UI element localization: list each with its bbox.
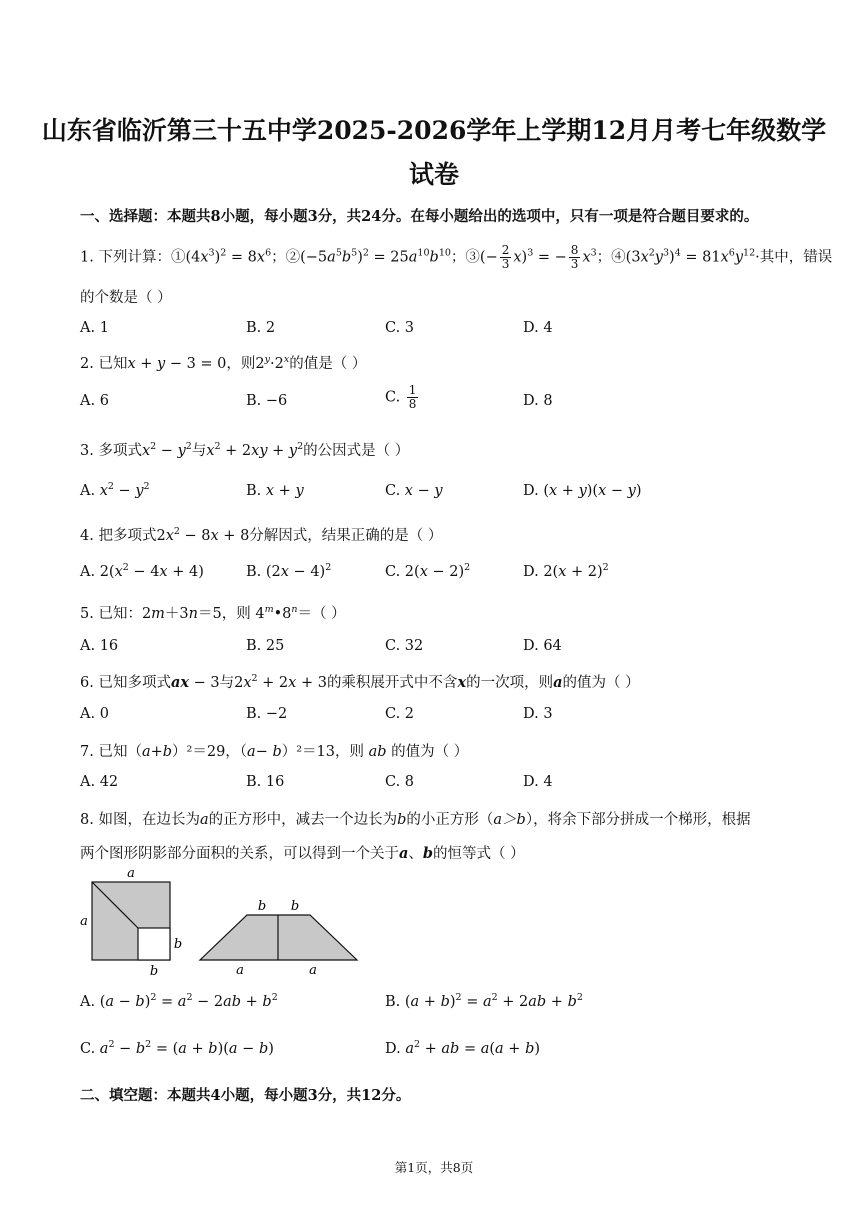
label-trap-bottom-left: a [236, 963, 244, 978]
question-3: 3. 多项式$x^2 - y^2$与$x^2 + 2xy + y^2$的公因式是（ ） [80, 441, 410, 459]
page-title-line2: 试卷 [408, 160, 459, 189]
section-choice-heading: 一、选择题：本题共8小题，每小题3分，共24分。在每小题给出的选项中，只有一项是符合题目要求的。 [80, 208, 759, 225]
section-fill-heading: 二、填空题：本题共4小题，每小题3分，共12分。 [80, 1087, 411, 1104]
q8-option-c[interactable]: C. $a^2 - b^2 = (a + b)(a - b)$ [80, 1039, 274, 1057]
q4-option-d[interactable]: D. $2(x + 2)^2$ [523, 562, 609, 580]
small-square-removed [138, 928, 170, 960]
q6-option-a[interactable]: A. 0 [80, 706, 109, 722]
q3-option-b[interactable]: B. x + y [246, 483, 304, 499]
q7-option-a[interactable]: A. 42 [80, 774, 119, 790]
q8-option-a[interactable]: A. $(a - b)^2 = a^2 - 2ab + b^2$ [80, 992, 278, 1010]
page-title: 山东省临沂第三十五中学2025-2026学年上学期12月月考七年级数学 [41, 116, 827, 145]
label-small-bottom: b [149, 964, 159, 979]
q2-option-d[interactable]: D. 8 [523, 393, 553, 409]
q7-option-c[interactable]: C. 8 [385, 774, 415, 790]
q3-option-a[interactable]: A. $x^2 - y^2$ [80, 481, 150, 499]
label-trap-bottom-right: a [309, 963, 317, 978]
q1-option-a[interactable]: A. 1 [80, 320, 109, 336]
question-8-line1: 8. 如图，在边长为a的正方形中，减去一个边长为b的小正方形（a＞b），将余下部分拼成一个梯形，根据 [80, 812, 751, 828]
label-square-top: a [127, 866, 135, 881]
q8-option-d[interactable]: D. $a^2$ + ab = a(a + b) [385, 1039, 541, 1057]
label-trap-top-left: b [257, 899, 267, 914]
q6-option-b[interactable]: B. −2 [246, 706, 288, 722]
q5-option-c[interactable]: C. 32 [385, 638, 424, 654]
q2-option-a[interactable]: A. 6 [80, 393, 109, 409]
q6-option-c[interactable]: C. 2 [385, 706, 415, 722]
question-4: 4. 把多项式$2x^2 - 8x + 8$分解因式，结果正确的是（ ） [80, 526, 443, 544]
q4-option-b[interactable]: B. $(2x - 4)^2$ [246, 562, 332, 580]
question-1-line1: 1. 下列计算：$①(4x^3)^2 = 8x^6$；$②(-5a^5b^5)^2 = 25a^{10}b^{10}$；③(− $\frac{2}{3}$ x)$^3$ = − $\frac{8}{3}$ $x^3$；$④(3x^2y^3)^4 = 81x^6y^{12}\cdot$其中，错误 [80, 243, 833, 271]
q8-figure [70, 862, 370, 982]
q8-option-b[interactable]: B. $(a + b)^2 = a^2 + 2ab + b^2$ [385, 992, 583, 1010]
q7-option-d[interactable]: D. 4 [523, 774, 553, 790]
q1-option-b[interactable]: B. 2 [246, 320, 276, 336]
label-square-left: a [80, 914, 88, 929]
label-trap-top-right: b [290, 899, 300, 914]
question-1-line2: 的个数是（ ） [80, 290, 172, 306]
q4-option-a[interactable]: A. $2(x^2 - 4x + 4)$ [80, 562, 204, 580]
q7-option-b[interactable]: B. 16 [246, 774, 285, 790]
q6-option-d[interactable]: D. 3 [523, 706, 553, 722]
q1-option-c[interactable]: C. 3 [385, 320, 415, 336]
label-small-right: b [173, 937, 183, 952]
q5-option-d[interactable]: D. 64 [523, 638, 562, 654]
q2-option-c[interactable]: C. $\frac{1}{8}$ [385, 383, 417, 411]
q1-option-d[interactable]: D. 4 [523, 320, 553, 336]
question-5: 5. 已知：2m＋3n＝5，则 $4^m•8^n=$（ ） [80, 604, 346, 622]
q3-option-d[interactable]: D. (x + y)(x − y) [523, 483, 642, 499]
question-6: 6. 已知多项式ax − 3与$2x^2 + 2x + 3$的乘积展开式中不含x的一次项，则a的值为（ ） [80, 673, 640, 691]
question-7: 7. 已知（a+b）²＝29，（a− b）²＝13，则 ab 的值为（ ） [80, 744, 469, 760]
q4-option-c[interactable]: C. $2(x - 2)^2$ [385, 562, 471, 580]
question-8-line2: 两个图形阴影部分面积的关系，可以得到一个关于a、b的恒等式（ ） [80, 845, 525, 862]
q3-option-c[interactable]: C. x − y [385, 483, 443, 499]
q2-option-b[interactable]: B. −6 [246, 393, 288, 409]
page-footer: 第1页，共8页 [394, 1160, 474, 1175]
question-2: 2. 已知x + y − 3 = 0，则$2^y\cdot 2^x$的值是（ ） [80, 354, 367, 372]
q5-option-a[interactable]: A. 16 [80, 638, 119, 654]
q5-option-b[interactable]: B. 25 [246, 638, 285, 654]
